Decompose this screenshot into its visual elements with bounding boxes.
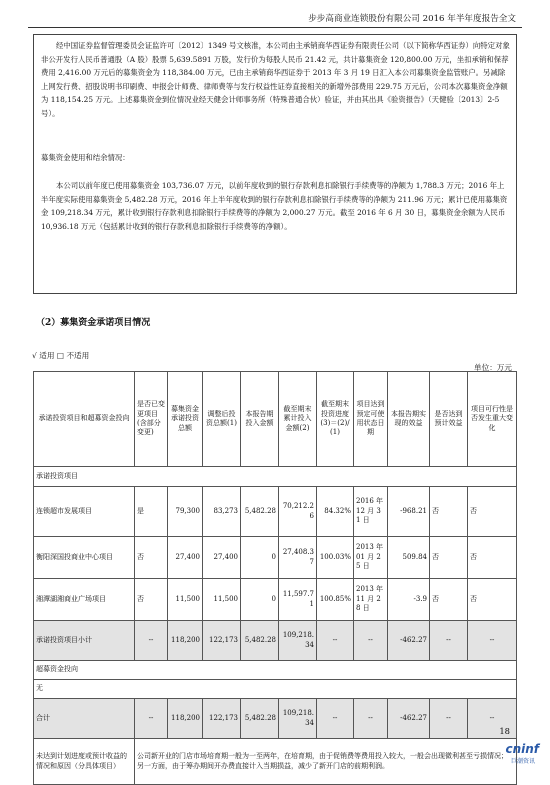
table-cell: 27,400 — [203, 537, 241, 579]
table-cell: 118,200 — [168, 699, 203, 739]
header-cell: 承诺投资项目和超募资金投向 — [34, 372, 135, 467]
table-cell: 27,400 — [168, 537, 203, 579]
funds-paragraph-3: 本公司以前年度已使用募集资金 103,736.07 万元，以前年度收到的银行存款利息扣除银行手续费等的净额为 1,788.3 万元；2016 年上半年度实际使用募集资金 5,482.28 万元，2016 年上半年度收到的银行存款利息扣除银行手续费等的净额为 211.96 万元；累计已使用募集资金 109,218.34 万元，累计收到银行存款利息扣除银行手续费等的净额为 2,000.27 万元。截至 2016 年 6 月 30 日，募集资金余额为人民币 10,936.18 万元（包括累计收到的银行存款利息扣除银行手续费等的净额）。 — [41, 181, 508, 231]
table-cell: 否 — [430, 579, 468, 621]
table-row — [34, 680, 517, 699]
note-text: 公司新开业的门店市场培育期一般为一至两年，在培育期，由于促销费等费用投入较大，一般会出现微利甚至亏损情况；另一方面，由于筹办期间开办费直接计入当期损益，减少了新开门店的前期利润。 — [135, 739, 517, 785]
table-cell: 27,408.37 — [279, 537, 317, 579]
table-cell: 83,273 — [203, 487, 241, 537]
table-cell: -- — [468, 699, 517, 739]
funds-description-box — [33, 34, 517, 294]
table-cell: -- — [317, 621, 354, 661]
unit-label: 单位：万元 — [474, 363, 512, 372]
header-cell: 是否达到预计效益 — [430, 372, 468, 467]
note-row — [34, 739, 517, 785]
applicable-checkbox-line: √ 适用 □ 不适用 — [32, 351, 90, 360]
page-header: 步步高商业连锁股份有限公司 2016 年半年度报告全文 — [308, 14, 516, 24]
header-cell: 募集资金承诺投资总额 — [168, 372, 203, 467]
table-cell: -3.9 — [388, 579, 430, 621]
header-cell: 本报告期实现的效益 — [388, 372, 430, 467]
table-cell: 100.03% — [317, 537, 354, 579]
total-row — [34, 699, 517, 739]
table-row — [34, 537, 517, 579]
table-cell: 否 — [135, 579, 168, 621]
table-row — [34, 487, 517, 537]
header-cell: 调整后投资总额(1) — [203, 372, 241, 467]
table-cell: 0 — [241, 537, 279, 579]
table-cell: 否 — [468, 579, 517, 621]
funds-paragraph-1: 经中国证券监督管理委员会证监许可〔2012〕1349 号文核准，本公司由主承销商华西证券有限责任公司（以下简称华西证券）向特定对象非公开发行人民币普通股（A 股）股票 5,639.5891 万股，发行价为每股人民币 21.42 元，共计募集资金 120,800.00 万元，坐扣承销和保荐费用 2,416.00 万元后的募集资金为 118,384.00 万元，已由主承销商华西证券于 2013 年 3 月 19 日汇入本公司募集资金监管账户。另减除上网发行费、招股说明书印刷费、申报会计师费、律师费等与发行权益性证券直接相关的新增外部费用 229.75 万元后，公司本次募集资金净额为 118,154.25 万元。上述募集资金到位情况业经天健会计师事务所（特殊普通合伙）验证，并由其出具《验资报告》（天健验〔2013〕2-5 号）。 — [41, 41, 510, 118]
table-cell: 5,482.28 — [241, 621, 279, 661]
table-cell: 118,200 — [168, 621, 203, 661]
group-label: 超募资金投向 — [34, 661, 517, 680]
commitment-projects-table — [33, 371, 517, 785]
table-cell: -- — [430, 699, 468, 739]
header-cell: 项目可行性是否发生重大变化 — [468, 372, 517, 467]
table-header-row — [34, 372, 517, 467]
section-title: （2）募集资金承诺项目情况 — [36, 318, 151, 328]
logo-text: cninf — [505, 742, 539, 756]
table-cell: -- — [354, 699, 388, 739]
header-cell: 项目达到预定可使用状态日期 — [354, 372, 388, 467]
none-label: 无 — [34, 680, 517, 699]
logo-subtext: 巨潮资讯 — [510, 758, 535, 765]
table-cell: 否 — [468, 487, 517, 537]
header-cell: 截至期末累计投入金额(2) — [279, 372, 317, 467]
subtotal-label: 承诺投资项目小计 — [34, 621, 135, 661]
header-cell: 是否已变更项目(含部分变更) — [135, 372, 168, 467]
table-cell: -- — [468, 621, 517, 661]
table-cell: -- — [430, 621, 468, 661]
table-cell: 11,500 — [203, 579, 241, 621]
table-cell: 否 — [468, 537, 517, 579]
table-cell: -462.27 — [388, 699, 430, 739]
table-cell: 84.32% — [317, 487, 354, 537]
table-cell: 109,218.34 — [279, 699, 317, 739]
table-cell: 2013 年 11 月 28 日 — [354, 579, 388, 621]
table-cell: -- — [135, 621, 168, 661]
table-cell: -462.27 — [388, 621, 430, 661]
table-cell: 509.84 — [388, 537, 430, 579]
table-cell: 109,218.34 — [279, 621, 317, 661]
project-name: 湘潭湖湘商业广场项目 — [34, 579, 135, 621]
table-cell: 11,500 — [168, 579, 203, 621]
subtotal-row — [34, 621, 517, 661]
table-cell: 79,300 — [168, 487, 203, 537]
table-row — [34, 579, 517, 621]
table-cell: 0 — [241, 579, 279, 621]
header-cell: 截至期末投资进度(3)＝(2)/(1) — [317, 372, 354, 467]
table-cell: -- — [317, 699, 354, 739]
table-cell: 是 — [135, 487, 168, 537]
table-cell: 2013 年 01 月 25 日 — [354, 537, 388, 579]
table-cell: -968.21 — [388, 487, 430, 537]
cninf-logo — [491, 742, 539, 768]
table-cell: 100.85% — [317, 579, 354, 621]
header-cell: 本报告期投入金额 — [241, 372, 279, 467]
table-cell: -- — [354, 621, 388, 661]
project-name: 连锁超市发展项目 — [34, 487, 135, 537]
page-number: 18 — [499, 726, 510, 736]
table-cell: 否 — [135, 537, 168, 579]
table-cell: 122,173 — [203, 621, 241, 661]
header-rule — [28, 27, 522, 28]
project-name: 衡阳深国投商业中心项目 — [34, 537, 135, 579]
table-cell: 5,482.28 — [241, 699, 279, 739]
table-cell: 122,173 — [203, 699, 241, 739]
group-label: 承诺投资项目 — [34, 467, 517, 487]
total-label: 合计 — [34, 699, 135, 739]
table-cell: 11,597.71 — [279, 579, 317, 621]
group-row-commitment — [34, 467, 517, 487]
table-cell: -- — [135, 699, 168, 739]
table-cell: 2016 年 12 月 31 日 — [354, 487, 388, 537]
table-cell: 否 — [430, 487, 468, 537]
note-label: 未达到计划进度或预计收益的情况和原因（分具体项目） — [34, 739, 135, 785]
group-row-overraised — [34, 661, 517, 680]
funds-paragraph-2: 募集资金使用和结余情况： — [41, 153, 130, 162]
table-cell: 5,482.28 — [241, 487, 279, 537]
table-cell: 70,212.26 — [279, 487, 317, 537]
table-cell: 否 — [430, 537, 468, 579]
